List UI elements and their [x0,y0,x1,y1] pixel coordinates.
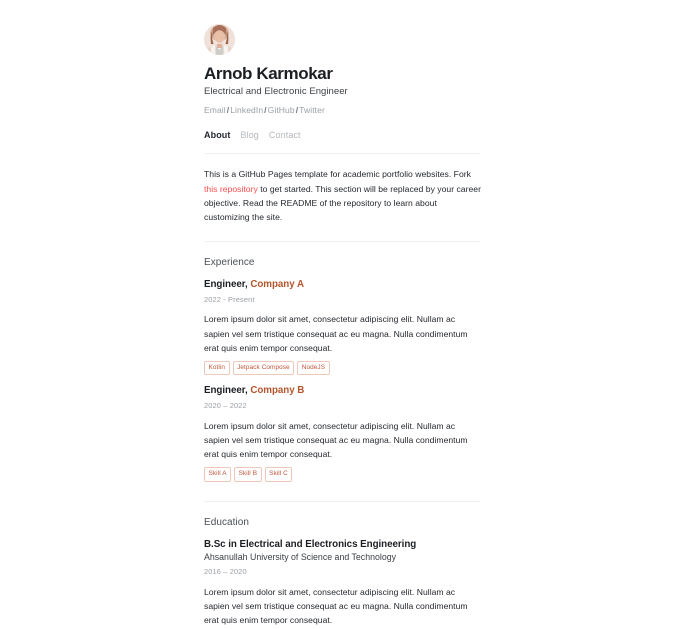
profile-subtitle: Electrical and Electronic Engineer [204,86,348,98]
content-container [204,0,482,629]
tag-item[interactable]: Skill C [265,467,293,481]
experience-dates: 2020 – 2022 [204,401,247,411]
divider-experience [204,501,481,502]
education-entry [204,539,482,628]
education-section [204,517,482,628]
experience-company-link[interactable]: Company A [250,279,304,291]
intro-text-part1: This is a GitHub Pages template for academic portfolio websites. Fork [204,169,471,180]
nav-item-contact[interactable]: Contact [268,129,301,140]
tag-item[interactable]: Kotlin [204,361,230,375]
education-description: Lorem ipsum dolor sit amet, consectetur adipiscing elit. Nullam ac sapien vel sem tristique consequat ac eu magna. Nulla condimentum erat quis enim tempor consequat. [204,586,468,626]
experience-role: Engineer, [204,385,248,397]
link-separator: / [226,104,230,115]
social-links [204,105,482,116]
link-separator: / [295,104,299,115]
experience-tags [204,361,482,375]
main-nav [204,130,482,142]
education-degree: B.Sc in Electrical and Electronics Engineering [204,538,417,550]
experience-company-link[interactable]: Company B [250,385,305,397]
experience-entry [204,385,482,481]
link-github[interactable]: GitHub [267,104,295,115]
experience-role: Engineer, [204,279,248,291]
experience-entry [204,279,482,375]
experience-section [204,257,482,482]
experience-description: Lorem ipsum dolor sit amet, consectetur adipiscing elit. Nullam ac sapien vel sem tristique consequat ac eu magna. Nulla condimentum erat quis enim tempor consequat. [204,314,468,353]
experience-entry-title [204,279,482,292]
divider-intro [204,241,481,242]
tag-item[interactable]: Skill B [234,467,261,481]
link-linkedin[interactable]: LinkedIn [230,104,264,115]
section-title-experience: Experience [204,257,255,269]
link-email[interactable]: Email [204,104,226,115]
education-dates: 2016 – 2020 [204,567,247,577]
link-separator: / [264,104,267,115]
profile-header [204,0,482,141]
experience-description: Lorem ipsum dolor sit amet, consectetur adipiscing elit. Nullam ac sapien vel sem tristique consequat ac eu magna. Nulla condimentum erat quis enim tempor consequat. [204,420,468,459]
nav-item-about[interactable]: About [204,129,231,140]
profile-avatar[interactable] [204,24,235,55]
tag-item[interactable]: Skill A [204,467,231,481]
intro-repository-link[interactable]: this repository [204,183,258,194]
intro-text-part2: to get started. This section will be replaced by your career objective. Read the README of the repository to learn about customizing the site. [204,183,481,222]
nav-item-blog[interactable]: Blog [240,129,259,140]
section-title-education: Education [204,516,249,528]
intro-paragraph [204,167,482,224]
link-twitter[interactable]: Twitter [299,104,325,115]
education-institution: Ahsanullah University of Science and Technology [204,552,397,563]
avatar-image [204,24,235,55]
tag-item[interactable]: Jetpack Compose [233,361,295,375]
experience-tags [204,467,482,481]
page-title: Arnob Karmokar [204,64,333,83]
experience-entry-title [204,385,482,398]
divider-header [204,153,481,154]
experience-dates: 2022 - Present [204,294,255,304]
tag-item[interactable]: NodeJS [297,361,329,375]
